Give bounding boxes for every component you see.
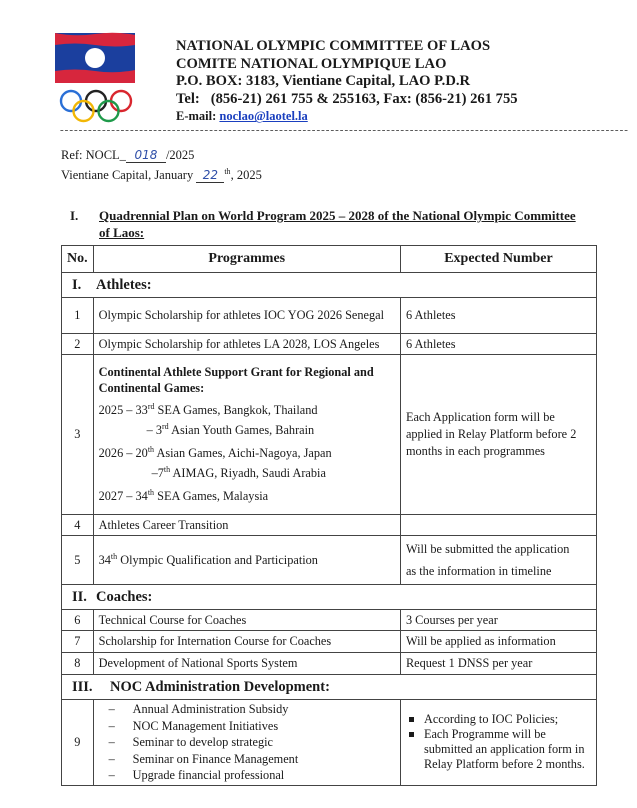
org-tel: Tel: (856-21) 261 755 & 255163, Fax: (856-21) 261 755 xyxy=(176,90,518,107)
ordinal: th xyxy=(147,487,155,497)
row-programme: Olympic Scholarship for athletes LA 2028, LOS Angeles xyxy=(93,334,400,355)
row-programme xyxy=(93,355,400,515)
ordinal: rd xyxy=(162,421,169,431)
ordinal: th xyxy=(163,464,171,474)
table-row xyxy=(62,515,597,536)
table-row xyxy=(62,298,597,334)
games-line xyxy=(99,443,395,463)
row-programme xyxy=(93,536,400,585)
ordinal: rd xyxy=(147,401,155,411)
games-text: SEA Games, Malaysia xyxy=(154,488,269,503)
list-item: Each Programme will be submitted an application form in Relay Platform before 2 months. xyxy=(406,727,591,772)
row-expected xyxy=(400,515,596,536)
row-expected: 3 Courses per year xyxy=(400,610,596,631)
programme-text: 34 xyxy=(98,552,111,567)
admin-items-list xyxy=(99,701,395,784)
olympic-rings-icon xyxy=(58,88,136,124)
row-no: 3 xyxy=(62,355,94,515)
group-label: Coaches: xyxy=(96,588,153,605)
group-coaches xyxy=(62,585,597,610)
ordinal: th xyxy=(110,551,118,561)
row-no: 6 xyxy=(62,610,94,631)
row-programme: Scholarship for Internation Course for Coaches xyxy=(93,631,400,653)
games-text: Asian Games, Aichi-Nagoya, Japan xyxy=(154,445,332,460)
org-name-fr: COMITE NATIONAL OLYMPIQUE LAO xyxy=(176,55,447,72)
letterhead xyxy=(0,0,637,140)
group-number: I. xyxy=(72,276,82,293)
row-no: 2 xyxy=(62,334,94,355)
row-no: 8 xyxy=(62,653,94,675)
expected-line: Will be submitted the application xyxy=(405,542,570,556)
date-day: 22 xyxy=(196,168,224,183)
table-row xyxy=(62,355,597,515)
group-row-admin xyxy=(62,675,597,700)
games-text: Asian Youth Games, Bahrain xyxy=(168,422,315,437)
email-label: E-mail: xyxy=(176,109,220,124)
games-text: 2026 – 20 xyxy=(98,445,148,460)
reference-line xyxy=(61,148,194,163)
row-no: 4 xyxy=(62,515,94,536)
games-line xyxy=(99,420,395,440)
row-expected: Will be applied as information xyxy=(400,631,596,653)
org-block xyxy=(176,38,518,126)
table-row xyxy=(62,700,597,786)
table-row xyxy=(62,653,597,675)
letterhead-divider: -------------------------------------------------------------------------------------------------------------------------- xyxy=(60,124,629,136)
admin-expected-list xyxy=(406,712,591,772)
table-row xyxy=(62,536,597,585)
group-row-athletes xyxy=(62,273,597,298)
row-no: 9 xyxy=(62,700,94,786)
group-number: III. xyxy=(72,678,93,695)
date-year: , 2025 xyxy=(230,168,262,182)
table-row xyxy=(62,610,597,631)
list-item: – Seminar on Finance Management xyxy=(99,751,395,768)
group-admin xyxy=(62,675,597,700)
header-programmes: Programmes xyxy=(93,246,400,273)
games-text: 2027 – 34 xyxy=(98,488,148,503)
org-name-en: NATIONAL OLYMPIC COMMITTEE OF LAOS xyxy=(176,38,491,54)
section-number: I. xyxy=(70,208,79,223)
row-programme: Olympic Scholarship for athletes IOC YOG 2026 Senegal xyxy=(93,298,400,334)
games-text: SEA Games, Bangkok, Thailand xyxy=(154,402,318,417)
place-prefix: Vientiane Capital, January xyxy=(61,168,197,182)
ref-number: 018 xyxy=(126,148,166,163)
row-expected: Each Application form will be applied in Relay Platform before 2 months in each programmes xyxy=(400,355,596,515)
games-line xyxy=(99,463,395,483)
programme-title: Continental Athlete Support Grant for Regional and Continental Games: xyxy=(98,364,374,395)
list-item: According to IOC Policies; xyxy=(406,712,591,727)
row-expected xyxy=(400,536,596,585)
email-link[interactable]: noclao@laotel.la xyxy=(219,109,308,124)
list-item: – Annual Administration Subsidy xyxy=(99,701,395,718)
table-header-row xyxy=(62,246,597,273)
row-programme: Technical Course for Coaches xyxy=(93,610,400,631)
row-expected: Request 1 DNSS per year xyxy=(400,653,596,675)
group-row-coaches xyxy=(62,585,597,610)
games-text: AIMAG, Riyadh, Saudi Arabia xyxy=(170,465,326,480)
list-item: – NOC Management Initiatives xyxy=(99,718,395,735)
programmes-table xyxy=(61,245,597,786)
section-title-text: Quadrennial Plan on World Program 2025 – 2028 of the National Olympic Committee of Laos: xyxy=(99,208,576,240)
row-programme: Development of National Sports System xyxy=(93,653,400,675)
list-item: – Upgrade financial professional xyxy=(99,767,395,784)
group-athletes xyxy=(62,273,597,298)
row-expected: 6 Athletes xyxy=(400,298,596,334)
ordinal: th xyxy=(147,444,155,454)
games-text: 2025 – 33 xyxy=(98,402,148,417)
laos-flag-icon xyxy=(55,33,135,83)
list-item: – Seminar to develop strategic xyxy=(99,734,395,751)
group-label: NOC Administration Development: xyxy=(110,678,330,695)
row-no: 5 xyxy=(62,536,94,585)
table-row xyxy=(62,631,597,653)
date-day-suffix: th xyxy=(224,166,231,176)
table-row xyxy=(62,334,597,355)
games-line xyxy=(99,400,395,420)
row-programme xyxy=(93,700,400,786)
expected-line: as the information in timeline xyxy=(405,564,552,578)
row-expected xyxy=(400,700,596,786)
section-title xyxy=(70,207,580,241)
header-no: No. xyxy=(62,246,94,273)
games-line xyxy=(99,486,395,506)
row-no: 1 xyxy=(62,298,94,334)
games-text: –7 xyxy=(151,465,164,480)
games-text: – 3 xyxy=(146,422,162,437)
group-number: II. xyxy=(72,588,87,605)
row-expected: 6 Athletes xyxy=(400,334,596,355)
programme-text: Olympic Qualification and Participation xyxy=(117,552,318,567)
header-expected: Expected Number xyxy=(400,246,596,273)
date-line xyxy=(61,168,262,183)
group-label: Athletes: xyxy=(96,276,152,293)
row-no: 7 xyxy=(62,631,94,653)
ref-prefix: Ref: NOCL_ xyxy=(61,148,126,162)
org-address: P.O. BOX: 3183, Vientiane Capital, LAO P.D.R xyxy=(176,73,471,90)
ref-suffix: /2025 xyxy=(165,148,195,162)
row-programme: Athletes Career Transition xyxy=(93,515,400,536)
